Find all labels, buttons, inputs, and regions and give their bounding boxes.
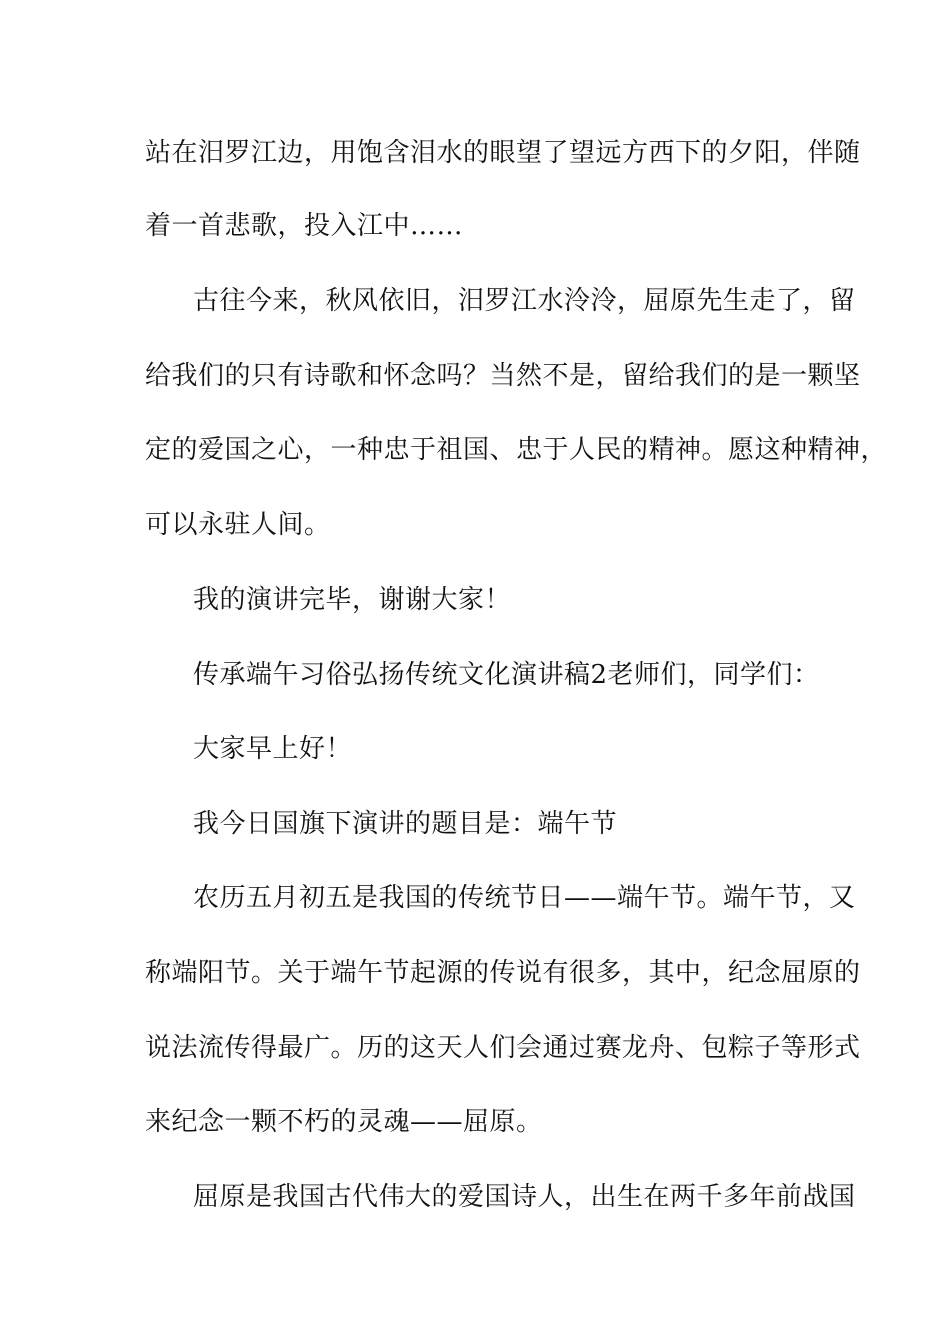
- text-line: 着一首悲歌，投入江中……: [145, 211, 464, 241]
- text-line: 可以永驻人间。: [145, 510, 331, 540]
- greeting-line: 大家早上好！: [193, 734, 353, 764]
- paragraph-start: 屈原是我国古代伟大的爱国诗人，出生在两千多年前战国: [193, 1182, 856, 1212]
- paragraph-start: 我的演讲完毕，谢谢大家！: [193, 585, 512, 615]
- text-line: 来纪念一颗不朽的灵魂——屈原。: [145, 1107, 543, 1137]
- topic-line: 我今日国旗下演讲的题目是：端午节: [193, 809, 618, 839]
- text-line: 称端阳节。关于端午节起源的传说有很多，其中，纪念屈原的: [145, 958, 861, 988]
- text-line: 站在汨罗江边，用饱含泪水的眼望了望远方西下的夕阳，伴随: [145, 138, 861, 168]
- text-line: 说法流传得最广。历的这天人们会通过赛龙舟、包粽子等形式: [145, 1033, 861, 1063]
- speech-title-line: 传承端午习俗弘扬传统文化演讲稿2老师们，同学们：: [193, 660, 820, 690]
- text-line: 给我们的只有诗歌和怀念吗？当然不是，留给我们的是一颗坚: [145, 361, 861, 391]
- text-line: 定的爱国之心，一种忠于祖国、忠于人民的精神。愿这种精神，: [145, 435, 888, 465]
- paragraph-start: 古往今来，秋风依旧，汨罗江水泠泠，屈原先生走了，留: [193, 286, 856, 316]
- paragraph-start: 农历五月初五是我国的传统节日——端午节。端午节，又: [193, 883, 856, 913]
